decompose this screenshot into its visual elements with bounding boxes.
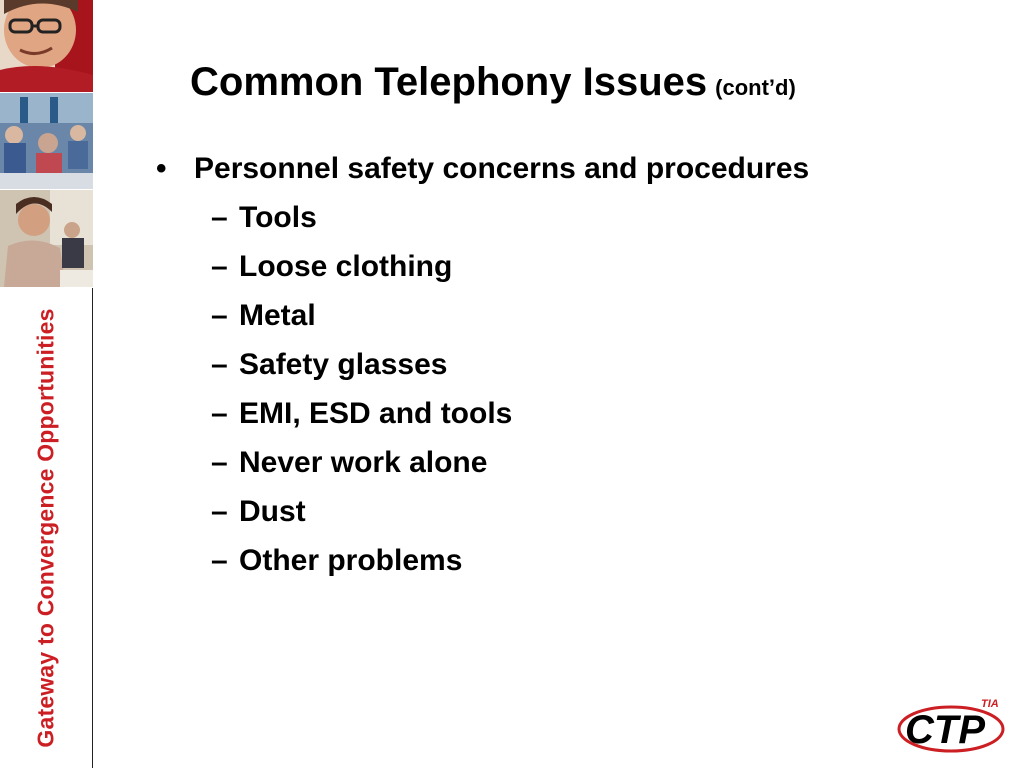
sub-item-emi-esd: [150, 395, 990, 444]
bullet-marker: •: [156, 152, 167, 185]
sub-item-text: Metal: [239, 299, 316, 332]
logo-superscript: TIA: [981, 698, 999, 710]
office-photo: [0, 190, 93, 288]
dash-marker: –: [211, 495, 228, 528]
dash-marker: –: [211, 544, 228, 577]
title-suffix: (cont’d): [715, 75, 796, 100]
bullet-list: [150, 150, 990, 591]
dash-marker: –: [211, 446, 228, 479]
sub-item-text: Loose clothing: [239, 250, 453, 283]
sidebar-tagline: Gateway to Convergence Opportunities: [32, 308, 59, 748]
sub-item-text: Never work alone: [239, 446, 488, 479]
sub-item-text: EMI, ESD and tools: [239, 397, 513, 430]
classroom-photo: [0, 93, 93, 190]
sub-item-metal: [150, 297, 990, 346]
sub-item-loose-clothing: [150, 248, 990, 297]
sidebar: [0, 0, 93, 768]
sub-item-text: Dust: [239, 495, 306, 528]
dash-marker: –: [211, 299, 228, 332]
sub-item-text: Other problems: [239, 544, 463, 577]
bullet-text: Personnel safety concerns and procedures: [194, 152, 810, 185]
ctp-logo: [895, 693, 1010, 755]
title-main: Common Telephony Issues: [190, 60, 708, 104]
sub-item-safety-glasses: [150, 346, 990, 395]
sub-item-tools: [150, 199, 990, 248]
dash-marker: –: [211, 250, 228, 283]
dash-marker: –: [211, 348, 228, 381]
slide-title: [190, 60, 796, 105]
bullet-item: [150, 150, 990, 199]
sub-item-text: Safety glasses: [239, 348, 448, 381]
sub-item-other-problems: [150, 542, 990, 591]
dash-marker: –: [211, 397, 228, 430]
dash-marker: –: [211, 201, 228, 234]
sub-item-text: Tools: [239, 201, 317, 234]
logo-text: CTP: [905, 708, 985, 752]
person-photo: [0, 0, 93, 93]
sub-item-never-work-alone: [150, 444, 990, 493]
sub-item-dust: [150, 493, 990, 542]
